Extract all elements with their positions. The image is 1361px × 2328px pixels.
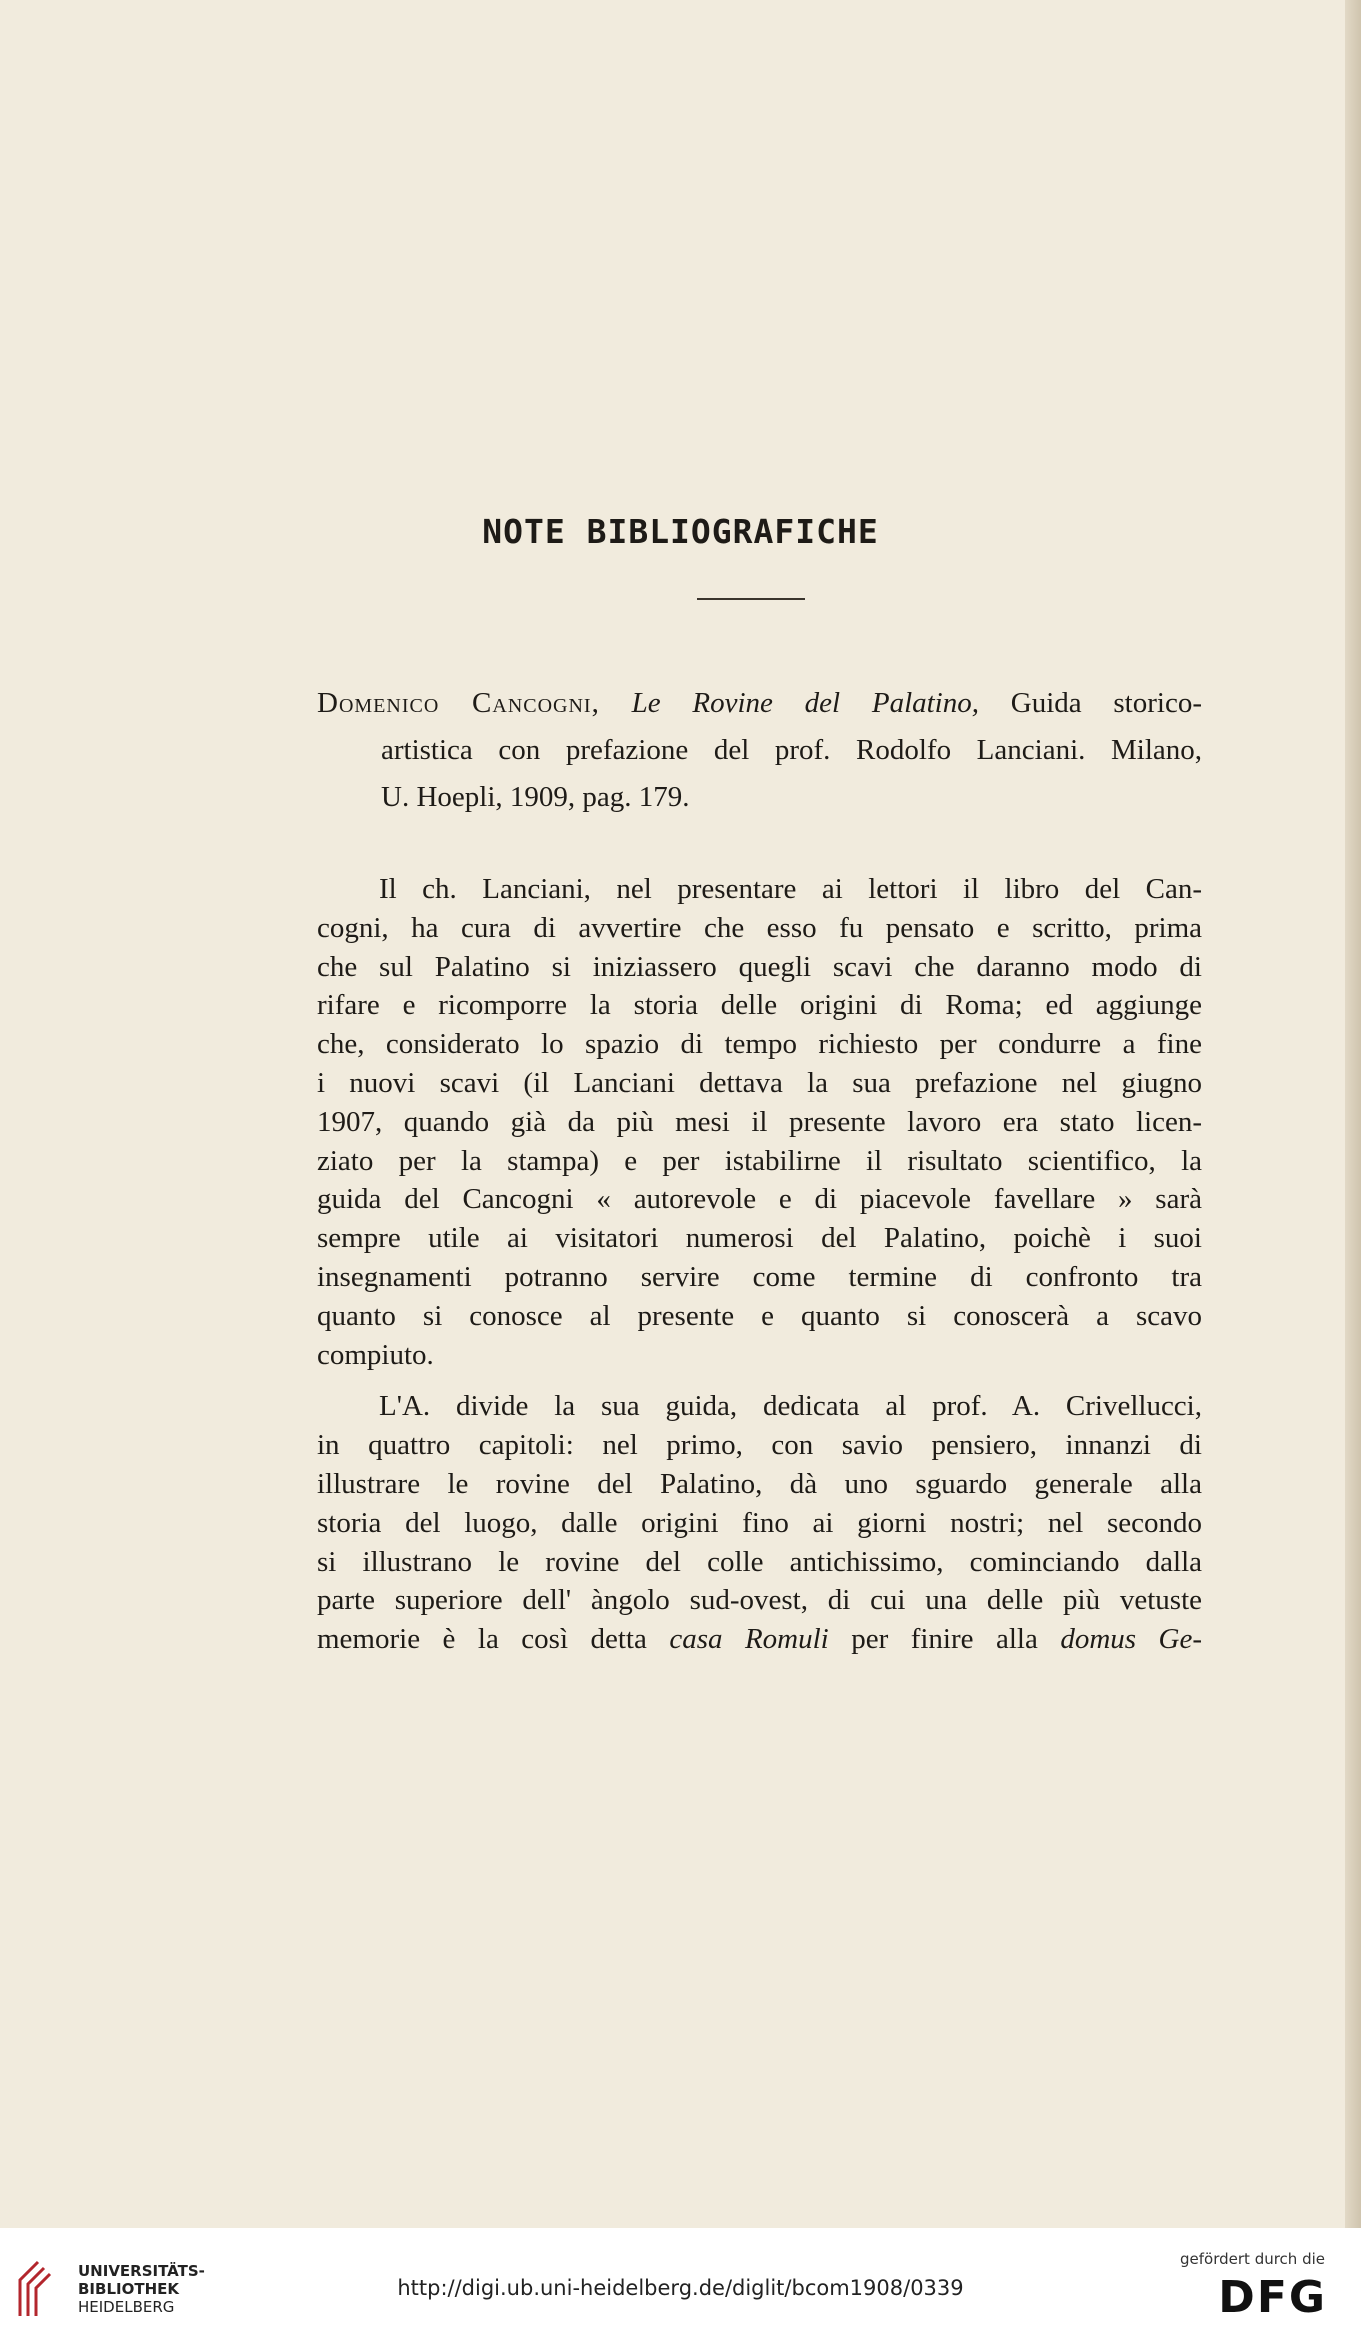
bibliography-entry bbox=[317, 680, 1202, 821]
library-line-3: HEIDELBERG bbox=[78, 2298, 175, 2316]
text-line: si illustrano le rovine del colle antichissimo, cominciando dalla bbox=[317, 1545, 1202, 1578]
text-line: i nuovi scavi (il Lanciani dettava la sua prefazione nel giugno bbox=[317, 1066, 1202, 1099]
bibliography-line1-rest: Guida storico- bbox=[1010, 687, 1202, 719]
text-line-last bbox=[317, 1620, 1202, 1659]
funded-by-label: gefördert durch die bbox=[1180, 2250, 1325, 2268]
text-line: compiuto. bbox=[317, 1338, 434, 1371]
bibliography-title: Le Rovine del Palatino, bbox=[631, 687, 979, 719]
text-line: in quattro capitoli: nel primo, con savio pensiero, innanzi di bbox=[317, 1429, 1202, 1462]
text-line: 1907, quando già da più mesi il presente lavoro era stato licen- bbox=[317, 1105, 1202, 1138]
section-heading: NOTE BIBLIOGRAFICHE bbox=[482, 512, 879, 551]
text-fragment: per finire alla bbox=[851, 1623, 1038, 1656]
text-line: che sul Palatino si iniziassero quegli scavi che daranno modo di bbox=[317, 950, 1202, 983]
italic-term: domus Ge- bbox=[1060, 1623, 1203, 1656]
text-line: illustrare le rovine del Palatino, dà uno sguardo generale alla bbox=[317, 1467, 1202, 1500]
text-line: storia del luogo, dalle origini fino ai giorni nostri; nel secondo bbox=[317, 1506, 1202, 1539]
text-line: insegnamenti potranno servire come termine di confronto tra bbox=[317, 1260, 1202, 1293]
dfg-logo: DFG bbox=[1218, 2272, 1327, 2323]
library-line-2: BIBLIOTHEK bbox=[78, 2280, 179, 2298]
text-line: cogni, ha cura di avvertire che esso fu pensato e scritto, prima bbox=[317, 911, 1202, 944]
text-line: sempre utile ai visitatori numerosi del Palatino, poichè i suoi bbox=[317, 1222, 1202, 1255]
bibliography-line-1 bbox=[317, 680, 1202, 727]
text-line: ziato per la stampa) e per istabilirne il risultato scientifico, la bbox=[317, 1144, 1202, 1177]
bibliography-line-2: artistica con prefazione del prof. Rodolfo Lanciani. Milano, bbox=[381, 734, 1202, 766]
text-fragment: memorie è la così detta bbox=[317, 1623, 647, 1656]
page-edge bbox=[1345, 0, 1361, 2228]
text-line: parte superiore dell' àngolo sud-ovest, di cui una delle più vetuste bbox=[317, 1584, 1202, 1617]
bibliography-line-3: U. Hoepli, 1909, pag. 179. bbox=[381, 781, 690, 813]
italic-term: casa Romuli bbox=[669, 1623, 829, 1656]
text-line: rifare e ricomporre la storia delle origini di Roma; ed aggiunge bbox=[317, 989, 1202, 1022]
heading-rule bbox=[697, 598, 805, 600]
permalink-url[interactable]: http://digi.ub.uni-heidelberg.de/diglit/bcom1908/0339 bbox=[397, 2276, 964, 2300]
text-line: guida del Cancogni « autorevole e di piacevole favellare » sarà bbox=[317, 1183, 1202, 1216]
text-line: che, considerato lo spazio di tempo richiesto per condurre a fine bbox=[317, 1028, 1202, 1061]
bibliography-author: Domenico Cancogni, bbox=[317, 687, 600, 719]
text-line: quanto si conosce al presente e quanto si conoscerà a scavo bbox=[317, 1299, 1202, 1332]
footer-bar bbox=[0, 2228, 1361, 2328]
library-line-1: UNIVERSITÄTS- bbox=[78, 2262, 205, 2280]
text-line: L'A. divide la sua guida, dedicata al prof. A. Crivellucci, bbox=[379, 1390, 1202, 1423]
body-text bbox=[317, 870, 1202, 1659]
text-line: Il ch. Lanciani, nel presentare ai lettori il libro del Can- bbox=[379, 873, 1202, 905]
